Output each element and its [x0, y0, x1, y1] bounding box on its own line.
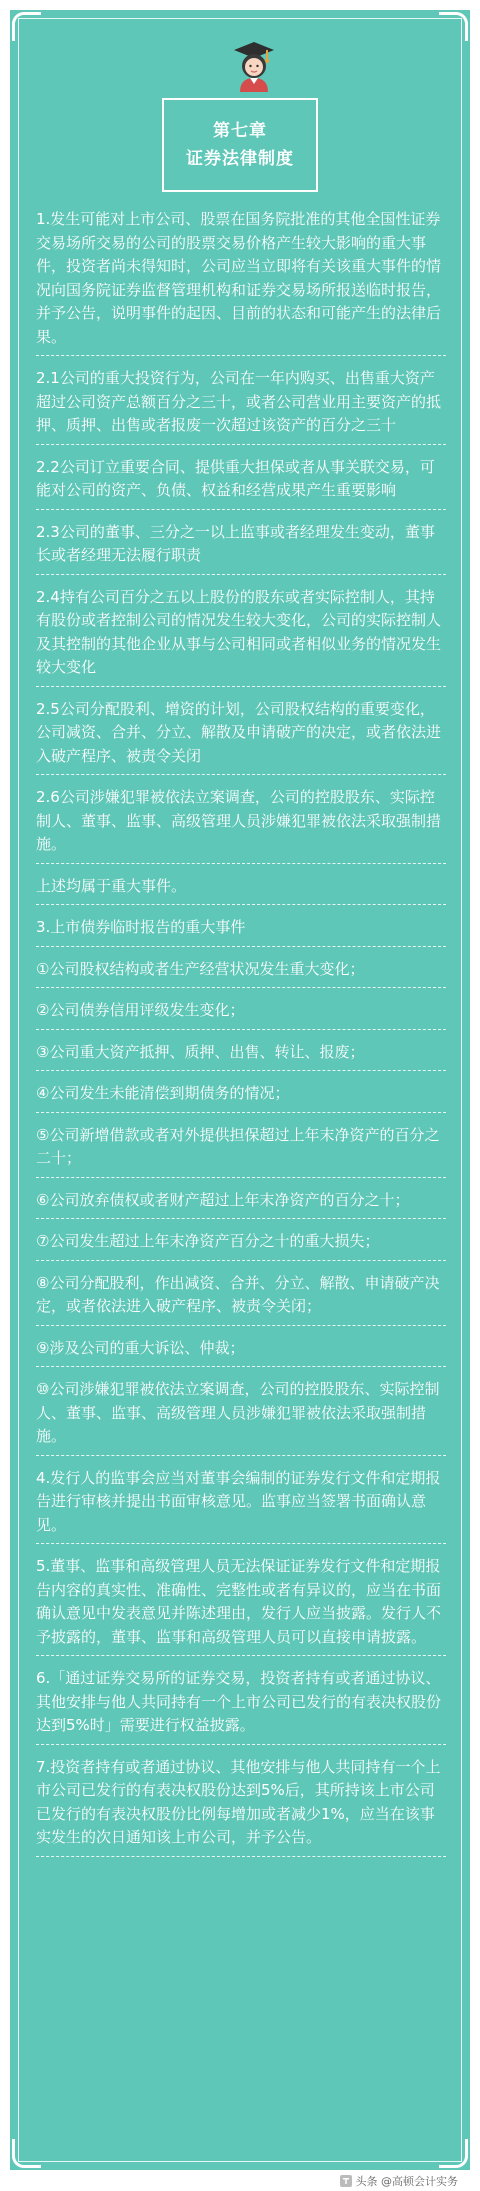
paragraph: 2.1公司的重大投资行为，公司在一年内购买、出售重大资产超过公司资产总额百分之三十，或者公司营业用主要资产的抵押、质押、出售或者报废一次超过该资产的百分之三十 — [36, 367, 446, 445]
paragraph: ⑥公司放弃债权或者财产超过上年末净资产的百分之十； — [36, 1189, 446, 1220]
article-body — [36, 208, 446, 1868]
chapter-title-box — [162, 98, 318, 192]
paragraph: 2.5公司分配股利、增资的计划，公司股权结构的重要变化，公司减资、合并、分立、解散及申请破产的决定，或者依法进入破产程序、被责令关闭 — [36, 698, 446, 776]
corner-ornament-top-right — [439, 12, 468, 41]
paragraph: ⑤公司新增借款或者对外提供担保超过上年末净资产的百分之二十； — [36, 1124, 446, 1178]
paragraph: 上述均属于重大事件。 — [36, 875, 446, 906]
paragraph: 1.发生可能对上市公司、股票在国务院批准的其他全国性证券交易场所交易的公司的股票交易价格产生较大影响的重大事件，投资者尚未得知时，公司应当立即将有关该重大事件的情况向国务院证券监督管理机构和证券交易场所报送临时报告，并予公告，说明事件的起因、目前的状态和可能产生的法律后果。 — [36, 208, 446, 356]
paragraph: 4.发行人的监事会应当对董事会编制的证券发行文件和定期报告进行审核并提出书面审核意见。监事应当签署书面确认意见。 — [36, 1467, 446, 1545]
content-card — [10, 10, 470, 2170]
paragraph: ⑨涉及公司的重大诉讼、仲裁； — [36, 1337, 446, 1368]
paragraph: ⑧公司分配股利，作出减资、合并、分立、解散、申请破产决定，或者依法进入破产程序、被责令关闭； — [36, 1272, 446, 1326]
watermark-text: 头条 @高顿会计实务 — [355, 2174, 458, 2188]
paragraph: 5.董事、监事和高级管理人员无法保证证券发行文件和定期报告内容的真实性、准确性、完整性或者有异议的，应当在书面确认意见中发表意见并陈述理由，发行人应当披露。发行人不予披露的，董事、监事和高级管理人员可以直接申请披露。 — [36, 1555, 446, 1656]
toutiao-logo-icon — [340, 2175, 352, 2187]
chapter-title: 证券法律制度 — [186, 149, 294, 169]
paragraph: ①公司股权结构或者生产经营状况发生重大变化； — [36, 958, 446, 989]
paragraph: ③公司重大资产抵押、质押、出售、转让、报废； — [36, 1041, 446, 1072]
paragraph: 2.3公司的董事、三分之一以上监事或者经理发生变动，董事长或者经理无法履行职责 — [36, 521, 446, 575]
paragraph: ⑦公司发生超过上年末净资产百分之十的重大损失； — [36, 1230, 446, 1261]
graduate-avatar-icon — [232, 40, 276, 92]
paragraph: 6.「通过证券交易所的证券交易，投资者持有或者通过协议、其他安排与他人共同持有一个上市公司已发行的有表决权股份达到5%时」需要进行权益披露。 — [36, 1667, 446, 1745]
paragraph: 7.投资者持有或者通过协议、其他安排与他人共同持有一个上市公司已发行的有表决权股份达到5%后，其所持该上市公司已发行的有表决权股份比例每增加或者减少1%，应当在该事实发生的次日通知该上市公司，并予公告。 — [36, 1756, 446, 1857]
chapter-label: 第七章 — [213, 121, 267, 141]
paragraph: 3.上市债券临时报告的重大事件 — [36, 916, 446, 947]
paragraph: ⑩公司涉嫌犯罪被依法立案调查，公司的控股股东、实际控制人、董事、监事、高级管理人员涉嫌犯罪被依法采取强制措施。 — [36, 1378, 446, 1456]
watermark — [340, 2170, 459, 2191]
corner-ornament-top-left — [12, 12, 41, 41]
paragraph: ②公司债券信用评级发生变化； — [36, 999, 446, 1030]
corner-ornament-bottom-right — [439, 2139, 468, 2168]
paragraph: 2.2公司订立重要合同、提供重大担保或者从事关联交易，可能对公司的资产、负债、权益和经营成果产生重要影响 — [36, 456, 446, 510]
paragraph: ④公司发生未能清偿到期债务的情况； — [36, 1082, 446, 1113]
corner-ornament-bottom-left — [12, 2139, 41, 2168]
paragraph: 2.4持有公司百分之五以上股份的股东或者实际控制人，其持有股份或者控制公司的情况发生较大变化，公司的实际控制人及其控制的其他企业从事与公司相同或者相似业务的情况发生较大变化 — [36, 586, 446, 687]
paragraph: 2.6公司涉嫌犯罪被依法立案调查，公司的控股股东、实际控制人、董事、监事、高级管理人员涉嫌犯罪被依法采取强制措施。 — [36, 786, 446, 864]
